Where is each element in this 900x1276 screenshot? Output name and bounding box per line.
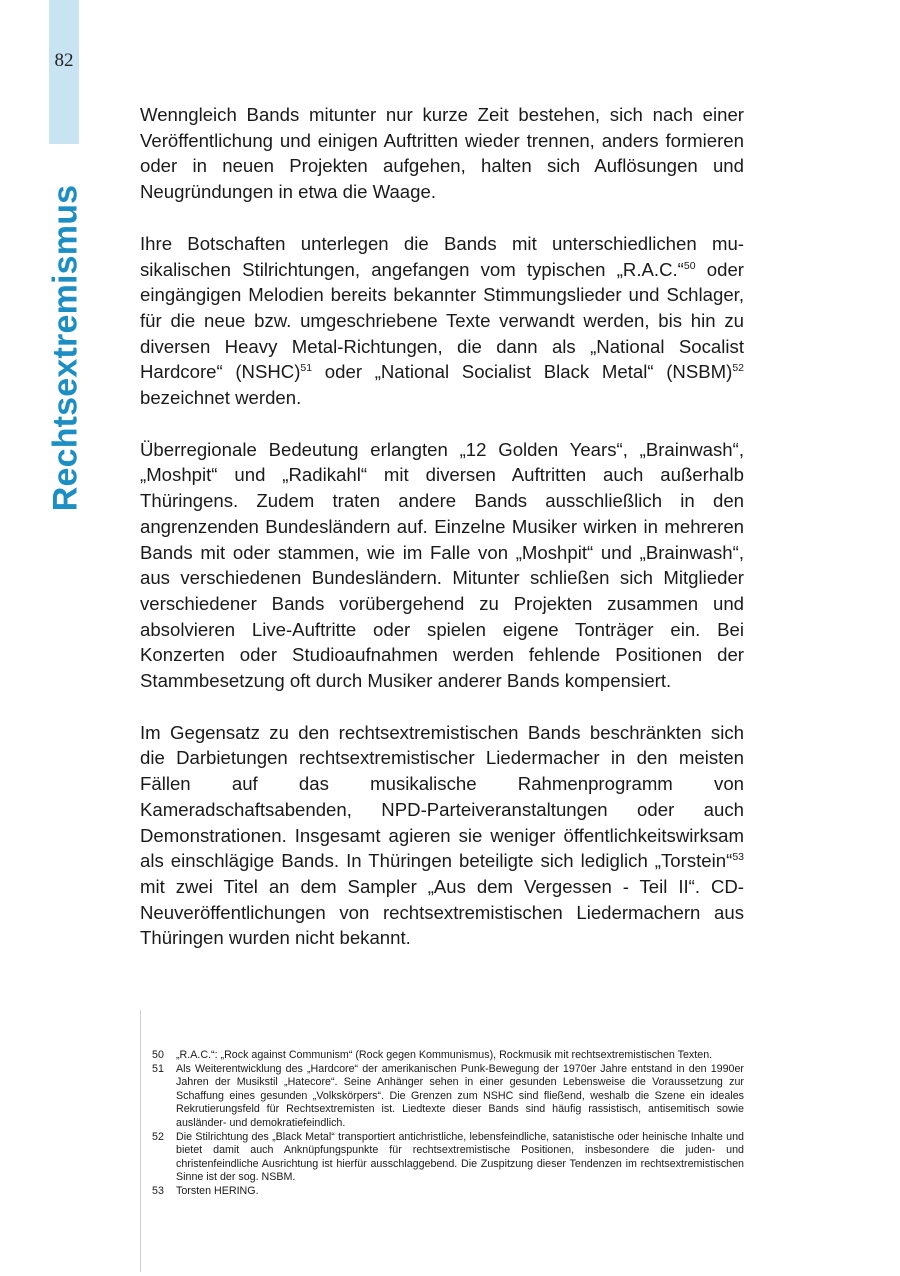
footnote-ref: 52 [732,362,744,375]
footnote-number: 53 [152,1184,164,1197]
page-number: 82 [54,50,74,71]
paragraph-3 [140,437,744,694]
footnotes [152,1049,744,1199]
footnote-53 [152,1185,744,1199]
footnote-number: 51 [152,1062,164,1075]
footnote-50 [152,1049,744,1063]
footnote-ref: 53 [732,851,744,864]
footnote-51 [152,1063,744,1131]
paragraph-text: oder eingängigen Melodien bereits bekannter Stimmungslieder und Schlager, für die neue bzw. umgeschriebene Texte verwandt werden, bis hin zu diversen Heavy Metal-Richtungen, die dann als „National Socalist Hardcore“ (NSHC) [140,258,744,383]
footnote-ref: 51 [300,362,313,375]
paragraph-text: Im Gegensatz zu den rechtsextremistischen Bands beschränkten sich die Darbietungen rechtsextremistischer Liedermacher in den meisten Fällen auf das musikalische Rahmenprogramm von Kameradschaftsabenden, NPD-Parteiveranstaltungen oder auch Demonstrationen. Insgesamt agieren sie weniger öffentlichkeitswirksam als einschlägige Bands. In Thüringen beteiligte sich lediglich „Torstein“ [140,721,744,872]
paragraph-4 [140,720,744,951]
paragraph-2 [140,231,744,411]
main-text [140,102,744,977]
paragraph-text: mit zwei Titel an dem Sampler „Aus dem Vergessen - Teil II“. CD-Neuveröffentlichungen von rechtsextremistischen Liedermachern aus Thüringen wurden nicht bekannt. [140,875,744,949]
section-title-vertical: Rechtsextremismus [46,184,85,512]
paragraph-text: Wenngleich Bands mitunter nur kurze Zeit bestehen, sich nach einer Veröffentlichung und einigen Auftritten wieder trennen, anders formieren oder in neuen Projekten aufgehen, halten sich Auflösungen und Neugründungen in etwa die Waage. [140,104,744,203]
footnote-52 [152,1131,744,1185]
paragraph-text: Ihre Botschaften unterlegen die Bands mit unterschiedlichen musikalischen Stilrichtungen, angefangen vom typischen „R.A.C.“ [140,232,744,280]
paragraph-1 [140,102,744,205]
footnote-divider [140,1010,141,1272]
footnote-text: „R.A.C.“: „Rock against Communism“ (Rock gegen Kommunismus), Rockmusik mit rechtsextremistischen Texten. [176,1049,713,1061]
paragraph-text: Überregionale Bedeutung erlangten „12 Golden Years“, „Brainwash“, „Moshpit“ und „Radikahl“ mit diversen Auftritten auch außerhalb Thüringens. Zudem traten andere Bands ausschließlich in den angrenzenden Bundesländern auf. Einzelne Musiker wirken in mehreren Bands mit oder stammen, wie im Falle von „Moshpit“ und „Brainwash“, aus verschiedenen Bundesländern. Mitunter schließen sich Mitglieder verschiedener Bands vorübergehend zu Projekten zusammen und absolvieren Live-Auftritte oder spielen eigene Tonträger ein. Bei Konzerten oder Studioaufnahmen werden fehlende Positionen der Stammbesetzung oft durch Musiker anderer Bands kompensiert. [140,438,744,692]
paragraph-text: bezeichnet werden. [140,387,302,409]
footnote-text: Als Weiterentwicklung des „Hardcore“ der amerikanischen Punk-Bewegung der 1970er Jahre entstand in den 1990er Jahren der Musikstil „Hatecore“. Seine Anhänger sehen in einer gesunden Lebensweise die Voraussetzung zur Schaffung eines gesunden „Volkskörpers“. Die Grenzen zum NSHC sind fließend, weshalb die Szene ein ideales Rekrutierungsfeld für Rechtsextremisten ist. Liedtexte dieser Bands sind häufig rassistisch, antisemitisch sowie ausländer- und demokratiefeindlich. [176,1062,744,1129]
page-tab [49,0,79,144]
footnote-number: 52 [152,1130,164,1143]
footnote-ref: 50 [683,259,696,272]
footnote-text: Die Stilrichtung des „Black Metal“ transportiert antichristliche, lebensfeindliche, satanistische oder heinische Inhalte und bietet damit auch Anknüpfungspunkte für rechtsextremistische Positionen, insbesondere die juden- und christenfeindliche Ausrichtung ist hierfür ausschlaggebend. Die Zuspitzung dieser Tendenzen im rechtsextremistischen Sinne ist der sog. NSBM. [176,1130,744,1184]
footnote-number: 50 [152,1049,164,1061]
paragraph-text: oder „National Socialist Black Metal“ (NSBM) [312,361,733,383]
footnote-text: Torsten HERING. [176,1184,259,1197]
